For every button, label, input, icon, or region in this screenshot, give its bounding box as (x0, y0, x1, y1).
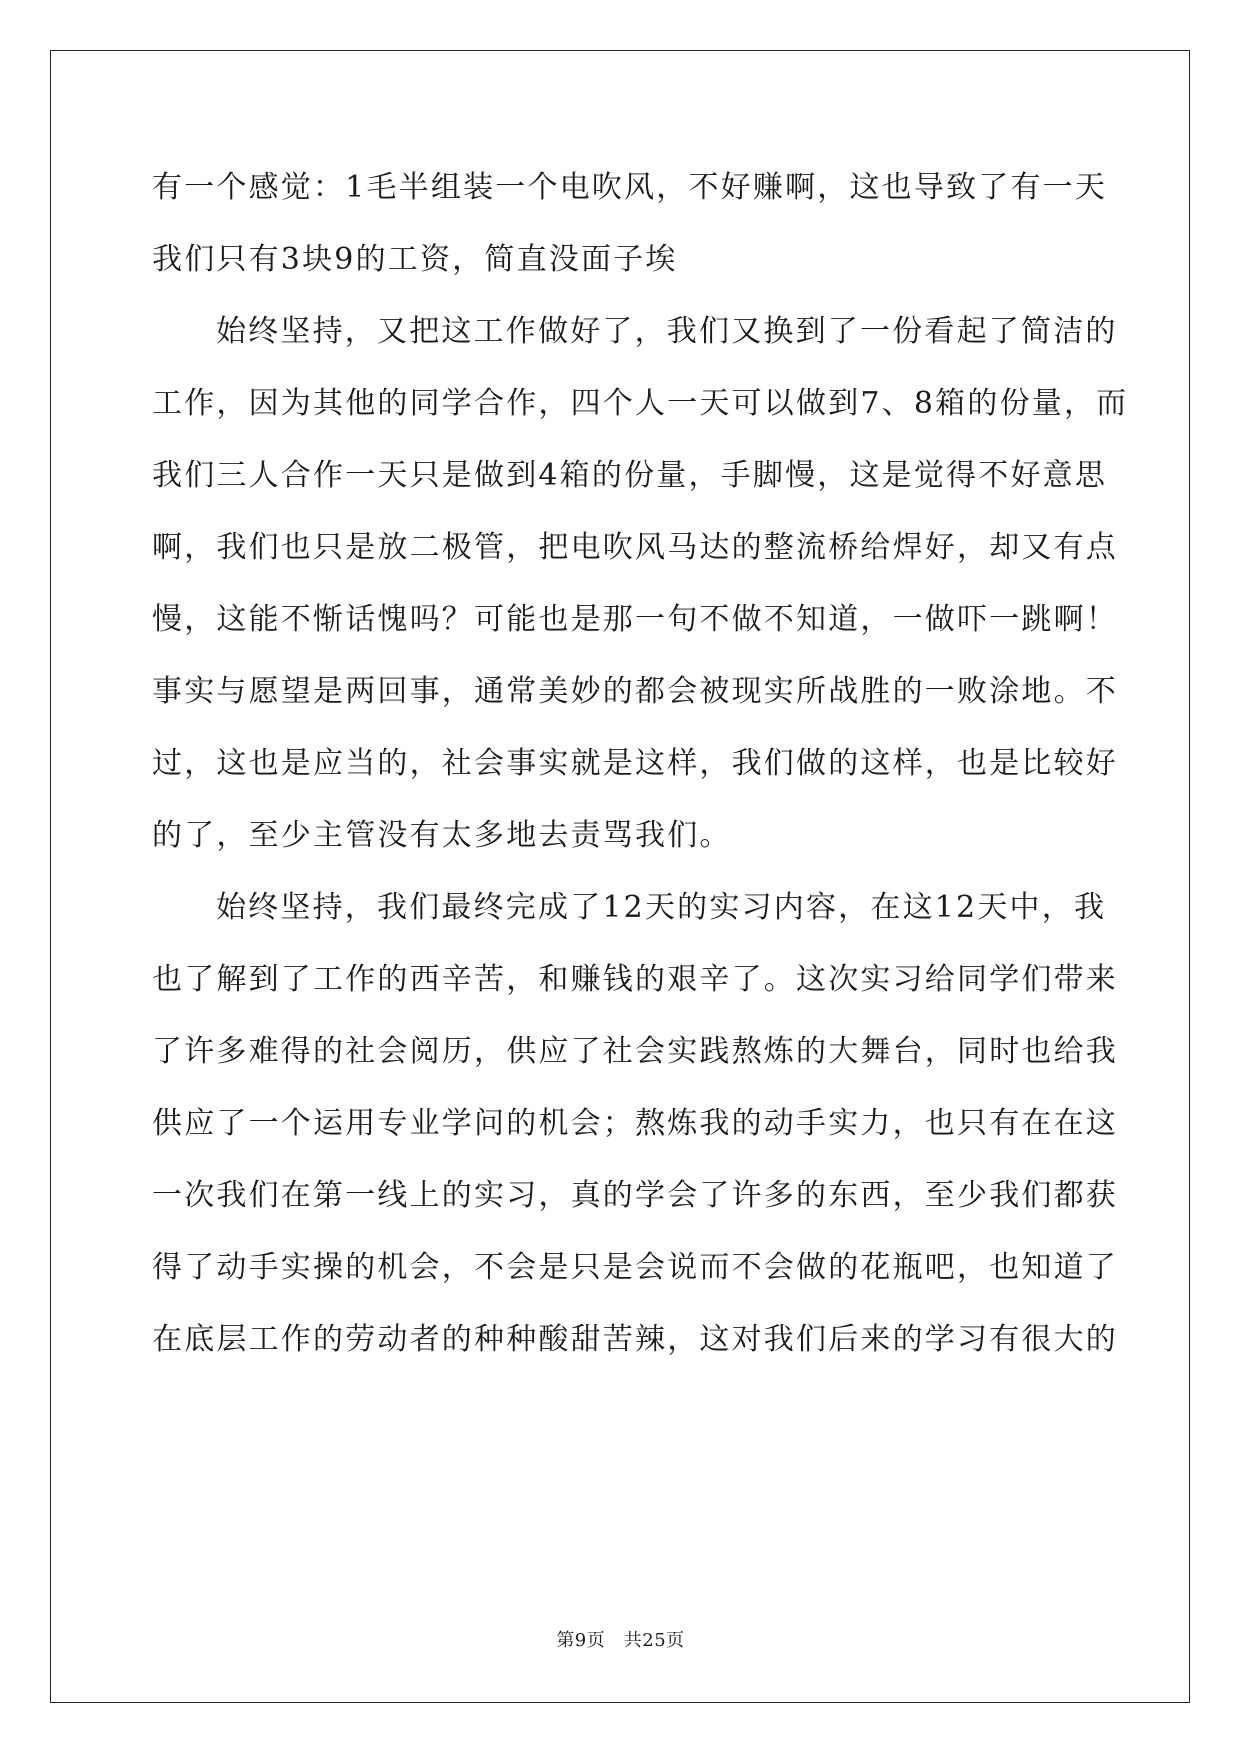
text-line: 我们三人合作一天只是做到4箱的份量，手脚慢，这是觉得不好意思 (152, 458, 1108, 493)
text-line: 有一个感觉：1毛半组装一个电吹风，不好赚啊，这也导致了有一天 (152, 170, 1108, 205)
text-line: 我们只有3块9的工资，简直没面子埃 (152, 242, 678, 277)
text-line: 慢，这能不惭话愧吗？可能也是那一句不做不知道，一做吓一跳啊！ (152, 602, 1118, 637)
text-line: 得了动手实操的机会，不会是只是会说而不会做的花瓶吧，也知道了 (152, 1250, 1118, 1285)
text-line: 一次我们在第一线上的实习，真的学会了许多的东西，至少我们都获 (152, 1178, 1118, 1213)
page-border (50, 50, 1190, 1703)
paragraph-start-line: 始终坚持，我们最终完成了12天的实习内容，在这12天中，我 (216, 890, 1107, 925)
text-line: 在底层工作的劳动者的种种酸甜苦辣，这对我们后来的学习有很大的 (152, 1322, 1118, 1357)
text-line: 啊，我们也只是放二极管，把电吹风马达的整流桥给焊好，却又有点 (152, 530, 1118, 565)
text-line: 供应了一个运用专业学问的机会；熬炼我的动手实力，也只有在在这 (152, 1106, 1118, 1141)
text-line: 的了，至少主管没有太多地去责骂我们。 (152, 818, 732, 853)
page-number-footer: 第9页 共25页 (556, 1630, 685, 1651)
text-line: 工作，因为其他的同学合作，四个人一天可以做到7、8箱的份量，而 (152, 386, 1129, 421)
text-line: 了许多难得的社会阅历，供应了社会实践熬炼的大舞台，同时也给我 (152, 1034, 1118, 1069)
text-line: 也了解到了工作的西辛苦，和赚钱的艰辛了。这次实习给同学们带来 (152, 962, 1118, 997)
text-line: 过，这也是应当的，社会事实就是这样，我们做的这样，也是比较好 (152, 746, 1118, 781)
paragraph-start-line: 始终坚持，又把这工作做好了，我们又换到了一份看起了简洁的 (216, 314, 1118, 349)
text-line: 事实与愿望是两回事，通常美妙的都会被现实所战胜的一败涂地。不 (152, 674, 1118, 709)
